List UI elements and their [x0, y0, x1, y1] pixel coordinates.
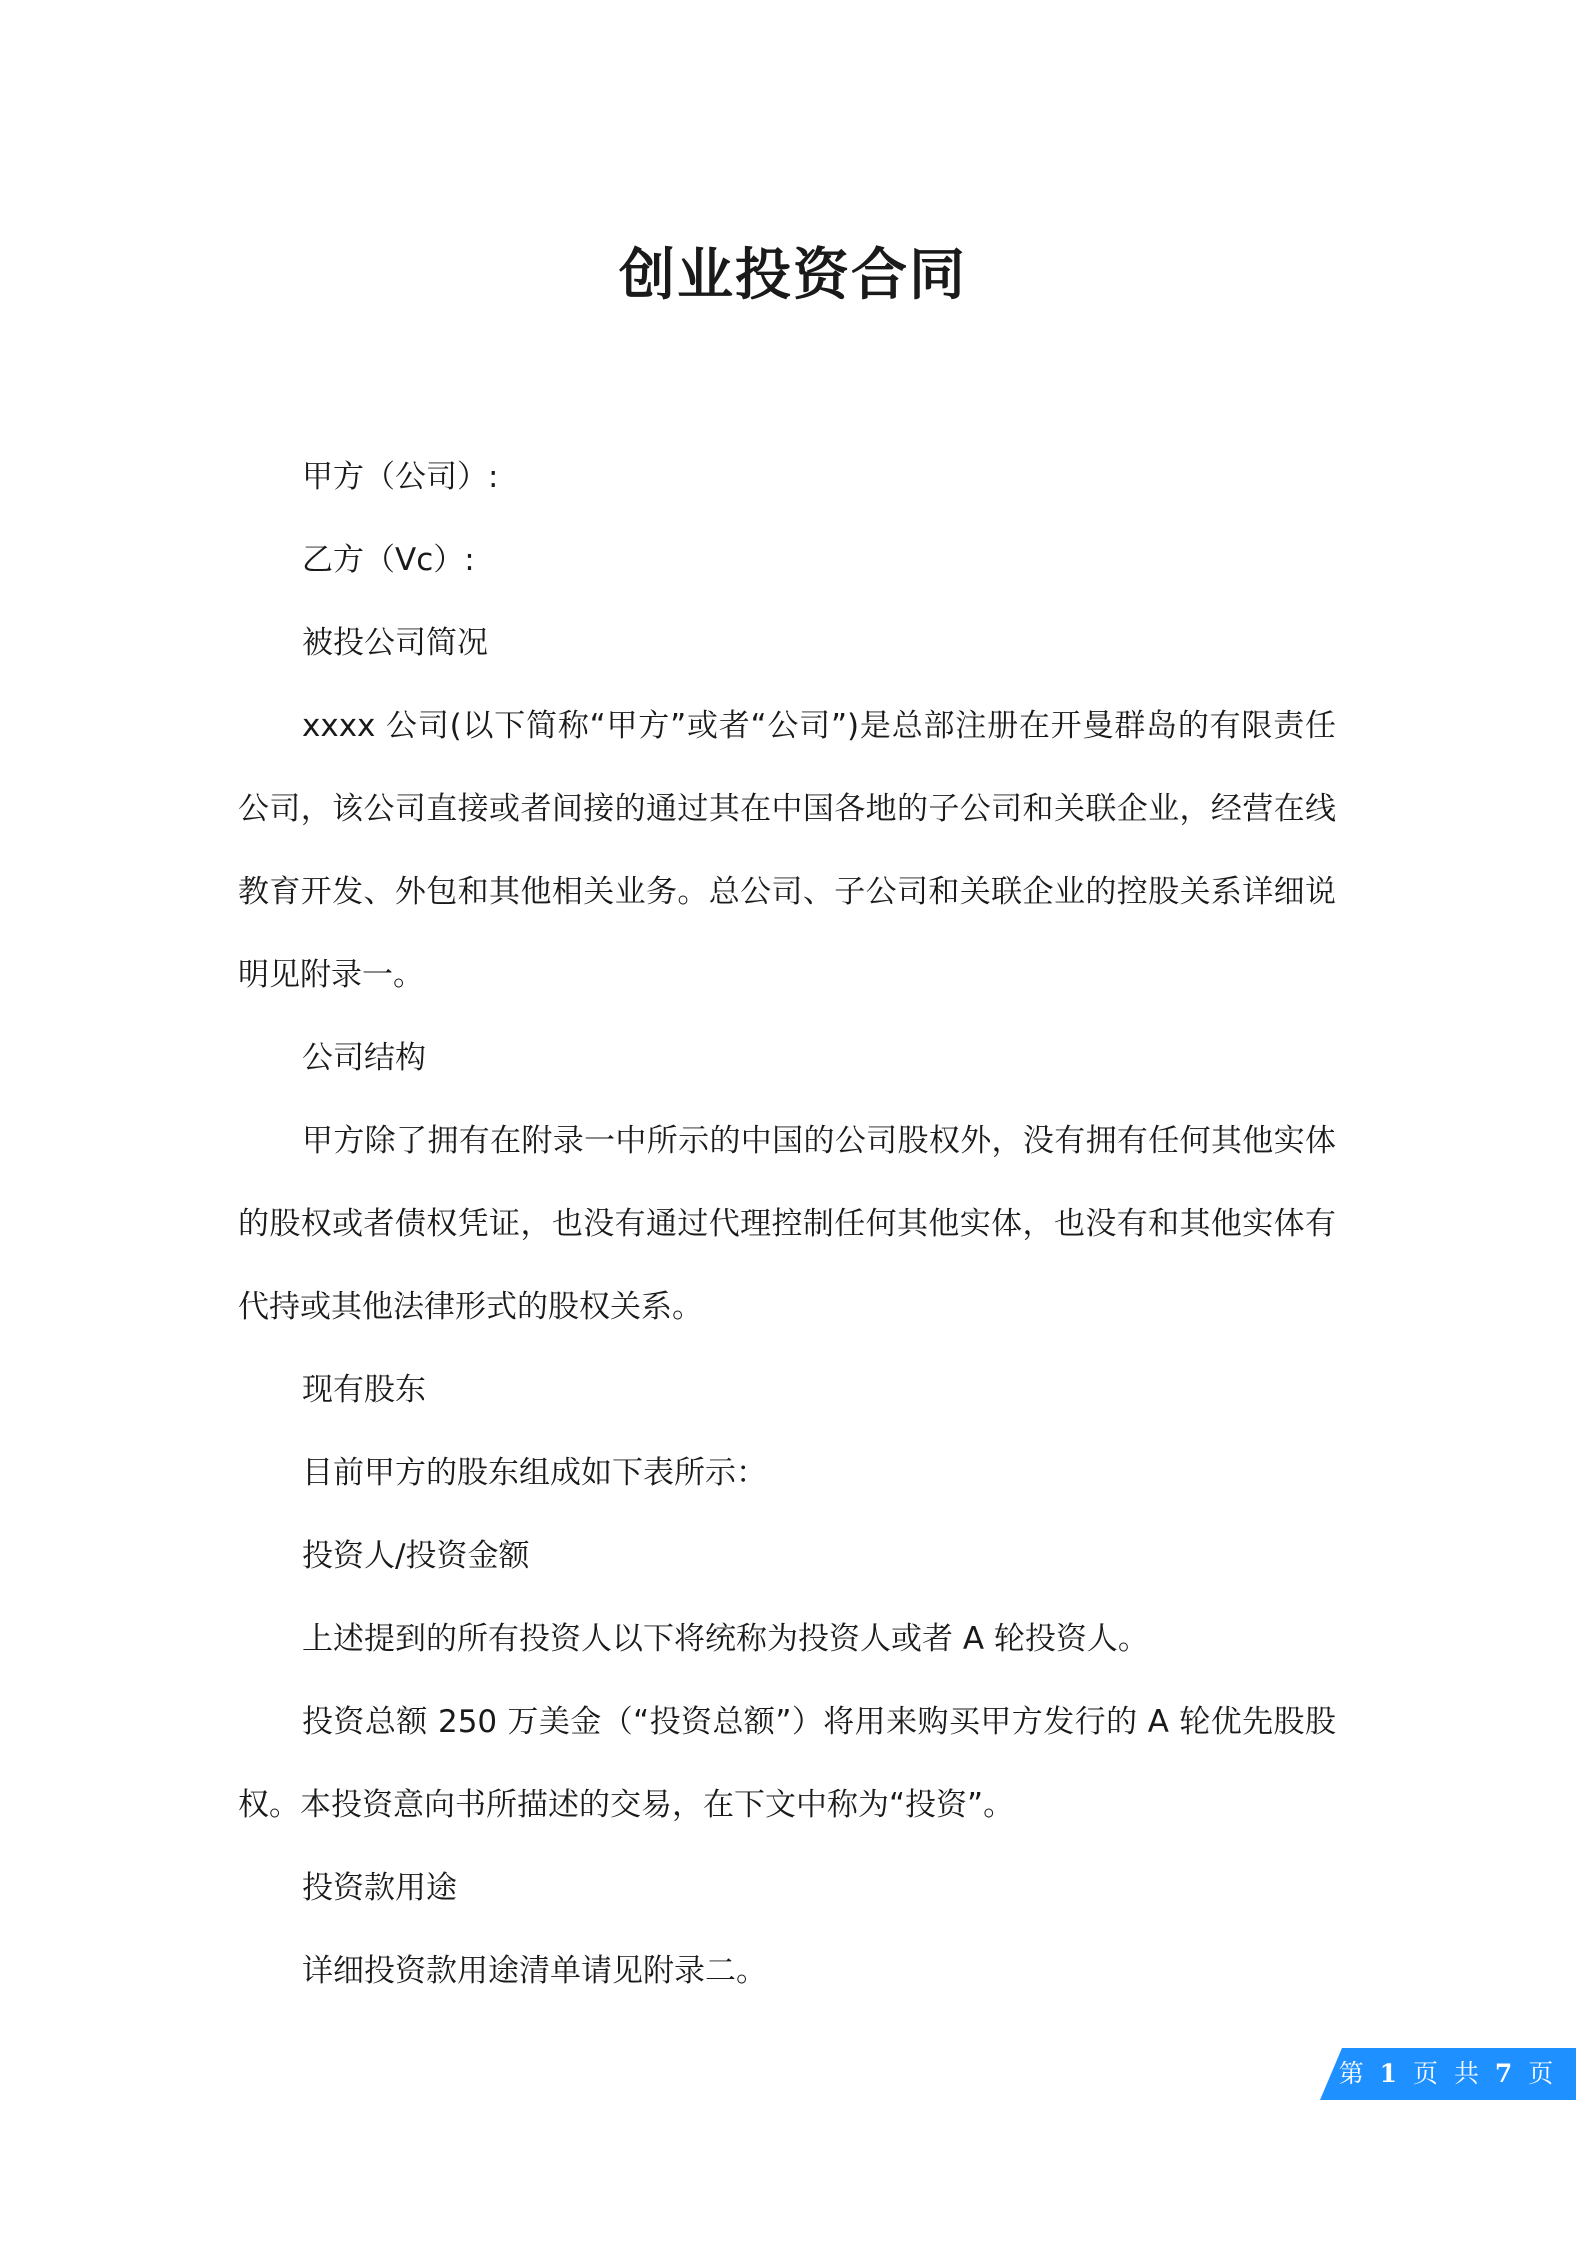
- paragraph-shareholders: 目前甲方的股东组成如下表所示：: [302, 1455, 767, 1491]
- section-heading-company-structure: 公司结构: [302, 1040, 426, 1076]
- section-heading-shareholders: 现有股东: [302, 1372, 426, 1408]
- paragraph-party-a: 甲方（公司）:: [302, 459, 499, 495]
- page-suffix: 页: [1528, 2059, 1558, 2088]
- current-page-number: 1: [1379, 2059, 1402, 2088]
- total-pages-number: 7: [1494, 2059, 1517, 2088]
- paragraph-investors: 上述提到的所有投资人以下将统称为投资人或者 A 轮投资人。: [302, 1621, 1149, 1657]
- section-heading-investor-amount: 投资人/投资金额: [302, 1538, 530, 1574]
- document-title: 创业投资合同: [619, 243, 967, 308]
- section-heading-company-overview: 被投公司简况: [302, 625, 488, 661]
- page-number-label: [1320, 2048, 1576, 2100]
- paragraph-party-b: 乙方（Vc）:: [302, 542, 475, 578]
- page-prefix: 第: [1338, 2059, 1368, 2088]
- paragraph-company-structure: 甲方除了拥有在附录一中所示的中国的公司股权外，没有拥有任何其他实体的股权或者债权凭证，也没有通过代理控制任何其他实体，也没有和其他实体有代持或其他法律形式的股权关系。: [238, 1123, 1336, 1325]
- paragraph-use-of-funds: 详细投资款用途清单请见附录二。: [302, 1953, 767, 1989]
- page-middle: 页 共: [1413, 2059, 1483, 2088]
- document-body: [238, 436, 1336, 2013]
- section-heading-use-of-funds: 投资款用途: [302, 1870, 457, 1906]
- paragraph-investment-total: 投资总额 250 万美金（“投资总额”）将用来购买甲方发行的 A 轮优先股股权。本投资意向书所描述的交易，在下文中称为“投资”。: [238, 1704, 1336, 1823]
- paragraph-company-overview: xxxx 公司(以下简称“甲方”或者“公司”)是总部注册在开曼群岛的有限责任公司，该公司直接或者间接的通过其在中国各地的子公司和关联企业，经营在线教育开发、外包和其他相关业务。总公司、子公司和关联企业的控股关系详细说明见附录一。: [238, 708, 1336, 993]
